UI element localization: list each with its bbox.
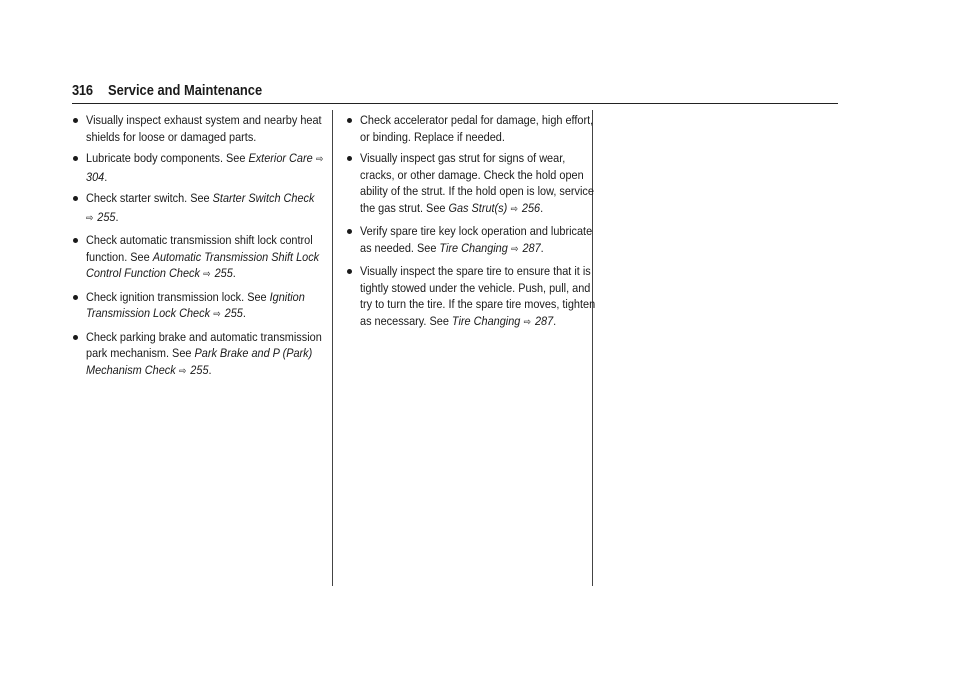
item-text: Lubricate body components. See Exterior Care ⇨ 304. bbox=[86, 151, 324, 184]
page-reference[interactable]: 287 bbox=[519, 240, 541, 255]
list-item bbox=[72, 289, 322, 324]
page-arrow-icon: ⇨ bbox=[200, 269, 211, 280]
cross-reference-link[interactable]: Ignition Transmission Lock Check bbox=[86, 289, 305, 320]
item-text: Check starter switch. See Starter Switch Check ⇨ 255. bbox=[86, 191, 315, 224]
right-column bbox=[346, 112, 596, 336]
cross-reference-link[interactable]: Exterior Care bbox=[248, 151, 313, 165]
bullet-icon bbox=[73, 156, 78, 161]
page-reference[interactable]: 255 bbox=[211, 266, 233, 280]
list-item bbox=[72, 112, 322, 145]
page-reference[interactable]: 255 bbox=[221, 306, 243, 320]
item-text: Check accelerator pedal for damage, high effort, or binding. Replace if needed. bbox=[360, 113, 594, 144]
cross-reference-link[interactable]: Automatic Transmission Shift Lock Control Function Check bbox=[86, 249, 320, 280]
item-text: Verify spare tire key lock operation and lubricate as needed. See Tire Changing ⇨ 287. bbox=[360, 224, 593, 255]
bullet-icon bbox=[347, 269, 352, 274]
list-item bbox=[346, 223, 596, 258]
item-text: Visually inspect the spare tire to ensure that it is tightly stowed under the vehicle. Push, pull, and try to turn the tire. If the spare tire moves, tighten as necessary. See Tire Changing ⇨ 287. bbox=[360, 264, 596, 328]
page-arrow-icon: ⇨ bbox=[176, 365, 187, 377]
page-reference[interactable]: 255 bbox=[187, 362, 209, 377]
page-reference[interactable]: 304 bbox=[86, 169, 105, 184]
cross-reference-link[interactable]: Gas Strut(s) bbox=[448, 200, 508, 215]
bullet-icon bbox=[73, 196, 78, 201]
bullet-icon bbox=[347, 229, 352, 234]
page-arrow-icon: ⇨ bbox=[210, 309, 221, 320]
cross-reference-link[interactable]: Tire Changing bbox=[439, 240, 508, 255]
list-item bbox=[346, 150, 596, 218]
item-text: Visually inspect gas strut for signs of wear, cracks, or other damage. Check the hold open ability of the strut. If the hold open is low, service the gas strut. See Gas Strut(s) ⇨ 256. bbox=[360, 151, 594, 215]
list-item bbox=[346, 263, 596, 331]
page-arrow-icon: ⇨ bbox=[521, 316, 532, 328]
item-text: Visually inspect exhaust system and nearby heat shields for loose or damaged parts. bbox=[86, 113, 322, 144]
bullet-icon bbox=[73, 335, 78, 340]
item-text: Check parking brake and automatic transmission park mechanism. See Park Brake and P (Park) Mechanism Check ⇨ 255. bbox=[86, 329, 322, 377]
list-item bbox=[72, 329, 322, 381]
list-item bbox=[72, 232, 322, 284]
maintenance-list-left bbox=[72, 112, 322, 380]
bullet-icon bbox=[347, 156, 352, 161]
page-reference[interactable]: 287 bbox=[531, 313, 554, 328]
page-number: 316 bbox=[72, 82, 93, 99]
page-arrow-icon: ⇨ bbox=[508, 243, 519, 255]
cross-reference-link[interactable]: Starter Switch Check bbox=[212, 191, 315, 205]
cross-reference-link[interactable]: Park Brake and P (Park) Mechanism Check bbox=[86, 346, 313, 377]
page-arrow-icon: ⇨ bbox=[508, 203, 518, 215]
item-text: Check ignition transmission lock. See Ignition Transmission Lock Check ⇨ 255. bbox=[86, 289, 305, 320]
page-header bbox=[72, 82, 838, 104]
bullet-icon bbox=[347, 118, 352, 123]
list-item bbox=[72, 190, 322, 227]
item-text: Check automatic transmission shift lock control function. See Automatic Transmission Shift Lock Control Function Check ⇨ 255. bbox=[86, 233, 320, 280]
bullet-icon bbox=[73, 295, 78, 300]
page-arrow-icon: ⇨ bbox=[86, 212, 94, 224]
bullet-icon bbox=[73, 238, 78, 243]
maintenance-list-right bbox=[346, 112, 596, 331]
page-reference[interactable]: 256 bbox=[518, 200, 541, 215]
bullet-icon bbox=[73, 118, 78, 123]
page-reference[interactable]: 255 bbox=[94, 209, 116, 224]
left-column bbox=[72, 112, 322, 385]
cross-reference-link[interactable]: Tire Changing bbox=[451, 313, 521, 328]
list-item bbox=[346, 112, 596, 145]
section-title: Service and Maintenance bbox=[108, 82, 263, 99]
list-item bbox=[72, 150, 322, 185]
page-arrow-icon: ⇨ bbox=[313, 154, 324, 165]
